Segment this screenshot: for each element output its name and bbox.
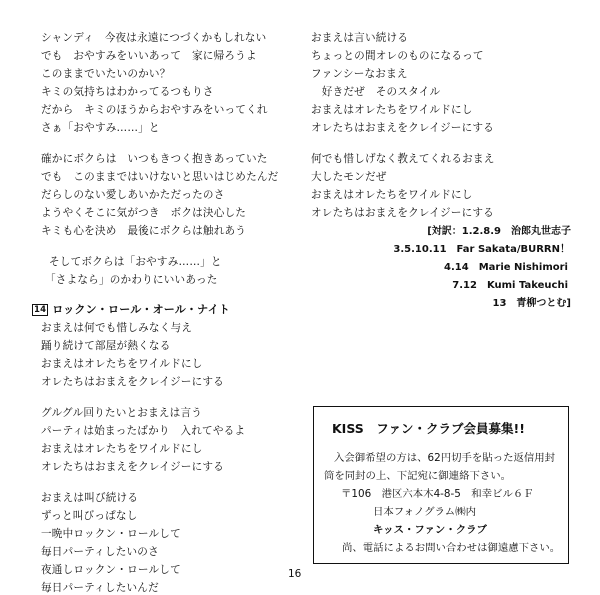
fan-club-line: 尚、電話によるお問い合わせは御遠慮下さい。 (342, 542, 561, 554)
lyric-line: シャンディ 今夜は永遠につづくかもしれない (41, 32, 267, 44)
lyric-line: 踊り続けて部屋が熱くなる (41, 340, 171, 352)
lyric-line: 毎日パーティしたいんだ (41, 582, 159, 594)
lyric-line: ようやくそこに気がつき ボクは決心した (41, 207, 247, 219)
lyric-line: オレたちはおまえをクレイジーにする (311, 122, 494, 134)
lyric-line: ファンシーなおまえ (311, 68, 408, 80)
lyric-line: グルグル回りたいとおまえは言う (41, 407, 203, 419)
fan-club-line: キッス・ファン・クラブ (373, 524, 487, 536)
lyric-line: だから キミのほうからおやすみをいってくれ (41, 104, 268, 116)
lyric-line: 「さよなら」のかわりにいいあった (45, 274, 218, 286)
lyric-line: おまえは叫び続ける (41, 492, 139, 504)
lyric-line: おまえはオレたちをワイルドにし (311, 104, 473, 116)
right-column (311, 31, 571, 331)
lyric-line: でも おやすみをいいあって 家に帰ろうよ (41, 50, 257, 62)
lyric-line: だらしのない愛しあいかただったのさ (41, 189, 225, 201)
fan-club-line: 日本フォノグラム㈱内 (373, 506, 476, 518)
fan-club-line: 〒106 港区六本木4-8-5 和幸ビル６Ｆ (341, 488, 534, 500)
lyric-line: 好きだぜ そのスタイル (311, 86, 441, 98)
lyric-line: オレたちはおまえをクレイジーにする (311, 207, 494, 219)
lyric-line: おまえはオレたちをワイルドにし (41, 443, 203, 455)
lyric-line: おまえは言い続ける (311, 32, 409, 44)
lyric-line: 何でも惜しげなく教えてくれるおまえ (311, 153, 495, 165)
lyric-line: おまえはオレたちをワイルドにし (41, 358, 203, 370)
translation-credit: 4.14 Marie Nishimori (444, 262, 568, 273)
song-heading (32, 303, 230, 317)
lyric-line: 夜通しロックン・ロールして (41, 564, 181, 576)
translation-credit: [対訳：1.2.8.9 治郎丸世志子 (427, 226, 571, 237)
lyric-line: オレたちはおまえをクレイジーにする (41, 376, 224, 388)
fan-club-title: KISS ファン・クラブ会員募集!! (332, 421, 525, 436)
fan-club-notice-box (313, 406, 569, 564)
lyric-line: 毎日パーティしたいのさ (41, 546, 159, 558)
lyric-line: でも このままではいけないと思いはじめたんだ (41, 171, 279, 183)
song-number: 14 (34, 305, 47, 315)
lyric-line: キミも心を決め 最後にボクらは触れあう (41, 225, 247, 237)
song-title: ロックン・ロール・オール・ナイト (52, 303, 231, 316)
translation-credit: 7.12 Kumi Takeuchi (452, 280, 568, 291)
lyric-line: そしてボクらは「おやすみ……」と (49, 256, 222, 268)
lyric-line: おまえはオレたちをワイルドにし (311, 189, 473, 201)
lyric-line: さぁ「おやすみ……」と (41, 122, 160, 134)
fan-club-line: 入会御希望の方は、62円切手を貼った返信用封 (334, 452, 556, 464)
lyric-line: オレたちはおまえをクレイジーにする (41, 461, 224, 473)
translation-credit: 13 青柳つとむ] (492, 298, 571, 309)
lyric-line: ちょっとの間オレのものになるって (311, 50, 484, 62)
fan-club-line: 筒を同封の上、下記宛に御連絡下さい。 (324, 470, 512, 482)
page-number: 16 (288, 568, 302, 580)
lyric-line: 確かにボクらは いつもきつく抱きあっていた (41, 153, 268, 165)
lyric-line: 大したモンだぜ (311, 171, 387, 183)
lyric-line: おまえは何でも惜しみなく与え (41, 322, 193, 334)
lyric-line: 一晩中ロックン・ロールして (41, 528, 181, 540)
lyric-line: ずっと叫びっぱなし (41, 510, 138, 522)
translation-credit: 3.5.10.11 Far Sakata/BURRN！ (393, 244, 570, 255)
lyric-line: キミの気持ちはわかってるつもりさ (41, 86, 214, 98)
lyric-line: パーティは始まったばかり 入れてやるよ (41, 425, 246, 437)
lyric-line: このままでいたいのかい？ (41, 68, 171, 80)
